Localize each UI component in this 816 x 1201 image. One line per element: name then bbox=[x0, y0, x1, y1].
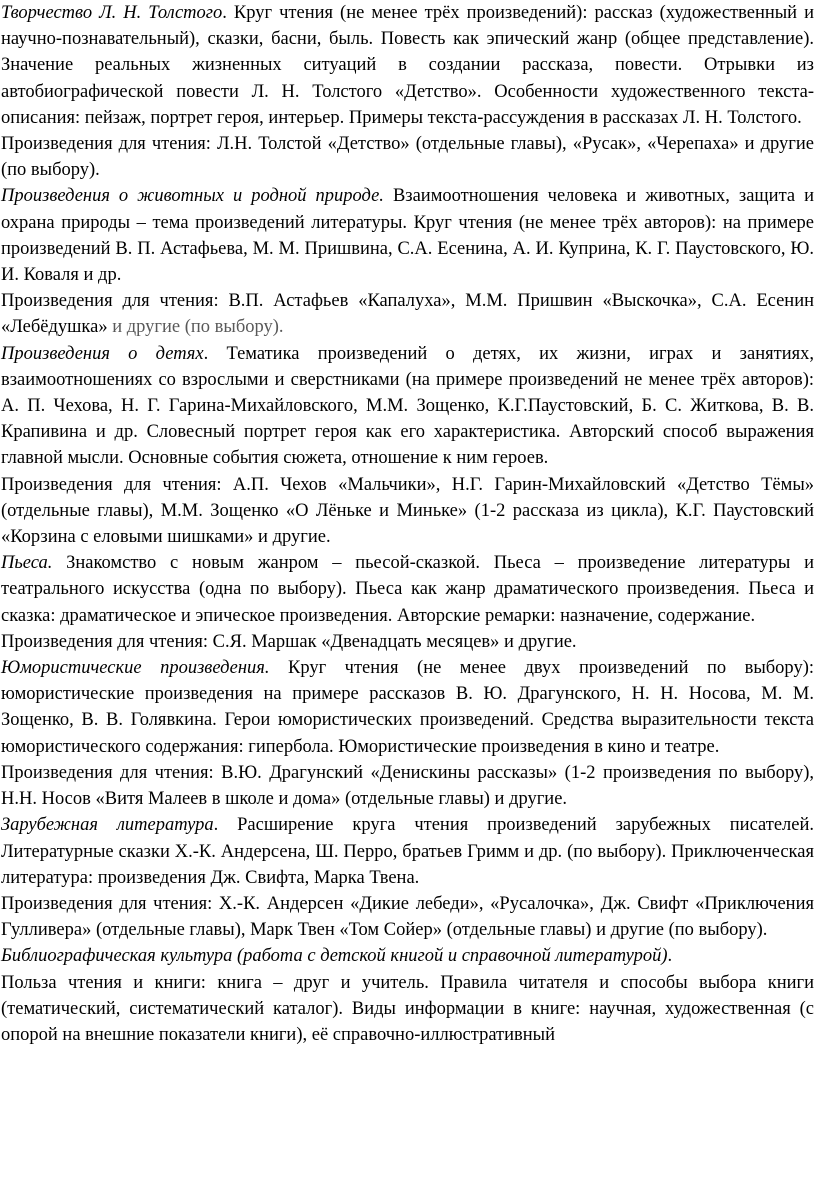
paragraph-tolstoy bbox=[1, 0, 814, 131]
section-heading-humor: Юмористические произведения. bbox=[1, 658, 270, 679]
paragraph-text: Взаимоотношения человека и животных, защита и охрана природы – тема произведений литературы. Круг чтения (не менее трёх авторов): на примере произведений В. П. Астафьева, М. М. Пришвина, С.А. Есенина, А. И. Куприна, К. Г. Паустовского, Ю. И. Коваля и др. bbox=[1, 186, 814, 286]
section-heading-bibliographic-culture: Библиографическая культура (работа с детской книгой и справочной литературой) bbox=[1, 946, 668, 967]
paragraph-foreign-literature bbox=[1, 812, 814, 891]
paragraph-play-readings bbox=[1, 629, 814, 655]
paragraph-text: . bbox=[667, 946, 673, 967]
paragraph-text: Произведения для чтения: В.П. Астафьев «Капалуха», М.М. Пришвин «Выскочка», С.А. Есенин «Лебёдушка» bbox=[1, 291, 814, 338]
paragraph-foreign-readings bbox=[1, 891, 814, 943]
section-heading-play: Пьеса. bbox=[1, 553, 53, 574]
paragraph-text: . Тематика произведений о детях, их жизни, играх и занятиях, взаимоотношениях со взрослыми и сверстниками (на примере произведений не менее трёх авторов): А. П. Чехова, Н. Г. Гарина-Михайловского, М.М. Зощенко, К.Г.Паустовский, Б. С. Житкова, В. В. Крапивина и др. Словесный портрет героя как его характеристика. Авторский способ выражения главной мысли. Основные события сюжета, отношение к ним героев. bbox=[1, 343, 814, 469]
paragraph-text: Круг чтения (не менее двух произведений по выбору): юмористические произведения на примере рассказов В. Ю. Драгунского, Н. Н. Носова, М. М. Зощенко, В. В. Голявкина. Герои юмористических произведений. Средства выразительности текста юмористического содержания: гипербола. Юмористические произведения в кино и театре. bbox=[1, 658, 814, 757]
paragraph-bibliographic-culture bbox=[1, 943, 814, 969]
section-heading-children: Произведения о детях bbox=[1, 343, 204, 364]
paragraph-text: . Расширение круга чтения произведений зарубежных писателей. Литературные сказки Х.-К. Андерсена, Ш. Перро, братьев Гримм и др. (по выбору). Приключенческая литература: произведения Дж. Свифта, Марка Твена. bbox=[1, 815, 815, 888]
paragraph-text: . Круг чтения (не менее трёх произведений): рассказ (художественный и научно-познавательный), сказки, басни, быль. Повесть как эпический жанр (общее представление). Значение реальных жизненных ситуаций в создании рассказа, повести. Отрывки из автобиографической повести Л. Н. Толстого «Детство». Особенности художественного текста-описания: пейзаж, портрет героя, интерьер. Примеры текста-рассуждения в рассказах Л. Н. Толстого. bbox=[1, 3, 815, 128]
paragraph-animals-readings bbox=[1, 288, 814, 340]
paragraph-children-readings bbox=[1, 472, 814, 551]
section-heading-foreign-literature: Зарубежная литература bbox=[1, 815, 214, 836]
paragraph-children bbox=[1, 341, 814, 472]
paragraph-text: Произведения для чтения: Л.Н. Толстой «Детство» (отдельные главы), «Русак», «Черепаха» и другие (по выбору). bbox=[1, 134, 814, 181]
paragraph-play bbox=[1, 550, 814, 629]
paragraph-tolstoy-readings bbox=[1, 131, 814, 183]
section-heading-animals-nature: Произведения о животных и родной природе. bbox=[1, 186, 384, 207]
paragraph-text-tail: и другие (по выбору). bbox=[107, 317, 284, 338]
paragraph-humor-readings bbox=[1, 760, 814, 812]
paragraph-text: Произведения для чтения: Х.-К. Андерсен «Дикие лебеди», «Русалочка», Дж. Свифт «Приключения Гулливера» (отдельные главы), Марк Твен «Том Сойер» (отдельные главы) и другие (по выбору). bbox=[1, 893, 814, 941]
paragraph-animals-nature bbox=[1, 183, 814, 288]
paragraph-text: Произведения для чтения: В.Ю. Драгунский «Денискины рассказы» (1-2 произведения по выбору), Н.Н. Носов «Витя Малеев в школе и дома» (отдельные главы) и другие. bbox=[1, 762, 814, 810]
paragraph-text: Произведения для чтения: С.Я. Маршак «Двенадцать месяцев» и другие. bbox=[1, 631, 577, 652]
section-heading-tolstoy: Творчество Л. Н. Толстого bbox=[1, 3, 223, 23]
paragraph-text: Произведения для чтения: А.П. Чехов «Мальчики», Н.Г. Гарин-Михайловский «Детство Тёмы» (отдельные главы), М.М. Зощенко «О Лёньке и Миньке» (1-2 рассказа из цикла), К.Г. Паустовский «Корзина с еловыми шишками» и другие. bbox=[1, 474, 814, 548]
paragraph-humor bbox=[1, 655, 814, 760]
paragraph-text: Польза чтения и книги: книга – друг и учитель. Правила читателя и способы выбора книги (тематический, систематический каталог). Виды информации в книге: научная, художественная (с опорой на внешние показатели книги), её справочно-иллюстративный bbox=[1, 972, 814, 1045]
paragraph-book-benefits bbox=[1, 970, 814, 1049]
paragraph-text: Знакомство с новым жанром – пьесой-сказкой. Пьеса – произведение литературы и театрального искусства (одна по выбору). Пьеса как жанр драматического произведения. Пьеса и сказка: драматическое и эпическое произведения. Авторские ремарки: назначение, содержание. bbox=[1, 553, 814, 626]
